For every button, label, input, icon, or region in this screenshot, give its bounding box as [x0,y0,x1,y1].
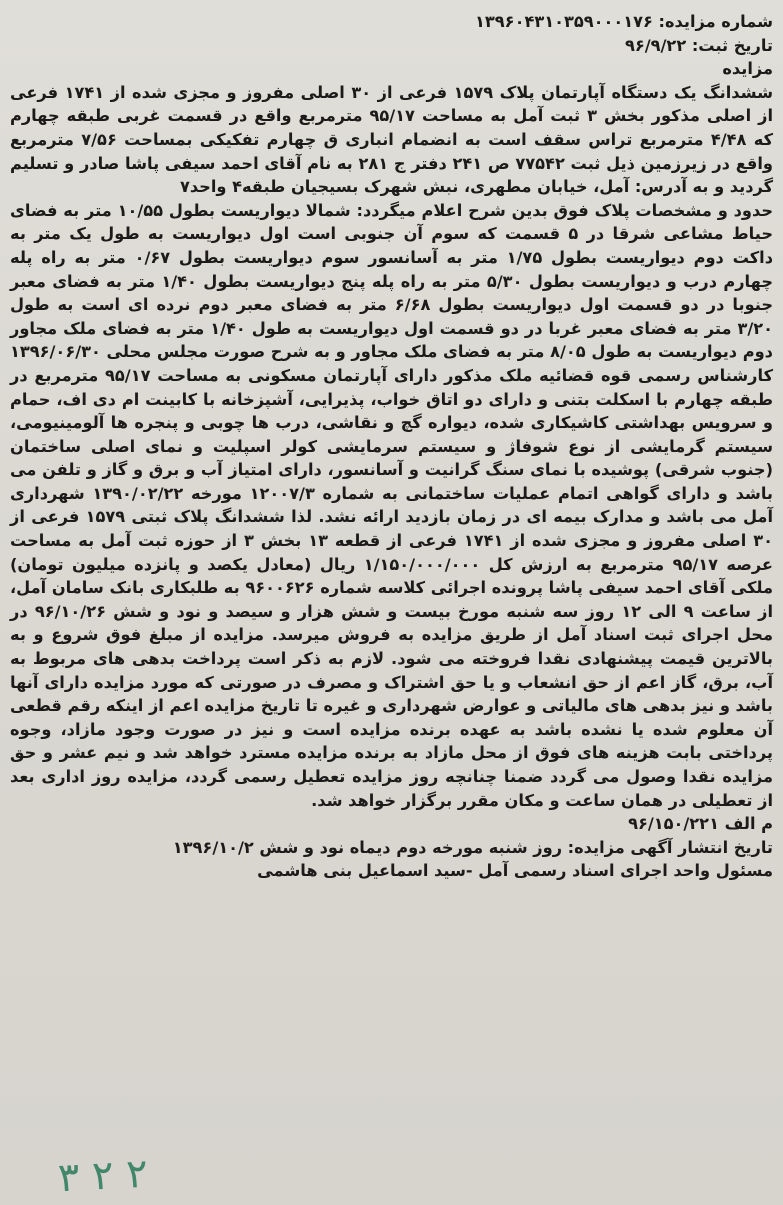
property-boundaries-and-terms: حدود و مشخصات پلاک فوق بدین شرح اعلام میگردد: شمالا دیواریست بطول ۱۰/۵۵ متر به فضای حیاط مشاعی شرقا در ۵ قسمت که سوم آن جنوبی است اول دیواریست به طول یک متر به داکت دوم دیواریست بطول ۱/۷۵ متر به آسانسور سوم دیواریست بطول ۰/۶۷ متر به راه پله چهارم درب و دیواریست بطول ۵/۳۰ متر به راه پله پنج دیواریست بطول ۱/۴۰ متر به فضای معبر جنوبا در دو قسمت اول دیواریست بطول ۶/۶۸ متر به فضای معبر دوم نرده ای است به طول ۳/۲۰ متر به فضای معبر غربا در دو قسمت اول دیواریست به طول ۱/۴۰ متر به فضای ملک مجاور دوم دیواریست به طول ۸/۰۵ متر به فضای ملک مجاور و به شرح صورت مجلس محلی ۱۳۹۶/۰۶/۳۰ کارشناس رسمی قوه قضائیه ملک مذکور دارای آپارتمان مسکونی به مساحت ۹۵/۱۷ مترمربع در طبقه چهارم با اسکلت بتنی و دارای دو اتاق خواب، پذیرایی، آشپزخانه با کابینت ام دی اف، حمام و سرویس بهداشتی کاشیکاری شده، دیواره گچ و نقاشی، درب ها چوبی و پنجره ها آلومینیومی، سیستم گرمایشی از نوع شوفاژ و سیستم سرمایشی کولر اسپلیت و نمای اصلی ساختمان (جنوب شرقی) پوشیده با نمای سنگ گرانیت و آسانسور، دارای امتیاز آب و برق و گاز و تلفن می باشد و دارای گواهی اتمام عملیات ساختمانی به شماره ۱۲۰۰۷/۳ مورخه ۱۳۹۰/۰۲/۲۲ شهرداری آمل می باشد و مدارک بیمه ای در زمان بازدید ارائه نشد. لذا ششدانگ پلاک ثبتی ۱۵۷۹ فرعی از ۳۰ اصلی مفروز و مجزی شده از ۱۷۴۱ فرعی از قطعه ۱۳ بخش ۳ از حوزه ثبت آمل به مساحت عرصه ۹۵/۱۷ مترمربع به ارزش کل ۱/۱۵۰/۰۰۰/۰۰۰ ریال (معادل یکصد و پانزده میلیون تومان) ملکی آقای احمد سیفی پاشا پرونده اجرائی کلاسه شماره ۹۶۰۰۶۲۶ به طلبکاری بانک سامان آمل، از ساعت ۹ الی ۱۲ روز سه شنبه مورخ بیست و شش هزار و سیصد و نود و شش ۹۶/۱۰/۲۶ در محل اجرای ثبت اسناد آمل از طریق مزایده به فروش میرسد. مزایده از مبلغ فوق شروع و به بالاترین قیمت پیشنهادی نقدا فروخته می شود. لازم به ذکر است پرداخت بدهی های مربوط به آب، برق، گاز اعم از حق انشعاب و یا حق اشتراک و مصرف در صورتی که مورد مزایده دارای آنها باشد و نیز بدهی های مالیاتی و عوارض شهرداری و غیره تا تاریخ مزایده اعم از اینکه رقم قطعی آن معلوم شده یا نشده باشد به عهده برنده مزایده است و نیز در صورت وجود مازاد، وجوه پرداختی بابت هزینه های فوق از محل مازاد به برنده مزایده مسترد خواهد شد و نیم عشر و حق مزایده نقدا وصول می گردد ضمنا چنانچه روز مزایده تعطیل رسمی گردد، مزایده روز اداری بعد از تعطیلی در همان ساعت و مکان مقرر برگزار خواهد شد. [10,200,774,810]
publish-date: تاریخ انتشار آگهی مزایده: روز شنبه مورخه دوم دیماه نود و شش ۱۳۹۶/۱۰/۲ [172,837,773,857]
auction-number: شماره مزایده: ۱۳۹۶۰۴۳۱۰۳۵۹۰۰۰۱۷۶ [475,12,773,31]
handwritten-mark: ۳ ۲ ۲ [56,1150,150,1202]
property-description: ششدانگ یک دستگاه آپارتمان پلاک ۱۵۷۹ فرعی از ۳۰ اصلی مفروز و مجزی شده از ۱۷۴۱ فرعی از اصلی مذکور بخش ۳ ثبت آمل به مساحت ۹۵/۱۷ مترمربع واقع در قسمت غربی طبقه چهارم که ۴/۴۸ مترمربع تراس سقف است به انضمام انباری ق چهارم تفکیکی بمساحت ۷/۵۶ مترمربع واقع در زیرزمین ذیل ثبت ۷۷۵۴۲ ص ۲۴۱ دفتر ج ۲۸۱ به نام آقای احمد سیفی پاشا صادر و تسلیم گردید و به آدرس: آمل، خیابان مطهری، نبش شهرک بسیجیان طبقه۴ واحد۷ [10,82,773,197]
auction-notice [10,10,773,883]
notice-code: م الف ۹۶/۱۵۰/۲۲۱ [628,814,773,834]
responsible-officer: مسئول واحد اجرای اسناد رسمی آمل -سید اسماعیل بنی هاشمی [257,861,773,881]
notice-title: مزایده [722,59,773,79]
registration-date: تاریخ ثبت: ۹۶/۹/۲۲ [624,35,773,55]
